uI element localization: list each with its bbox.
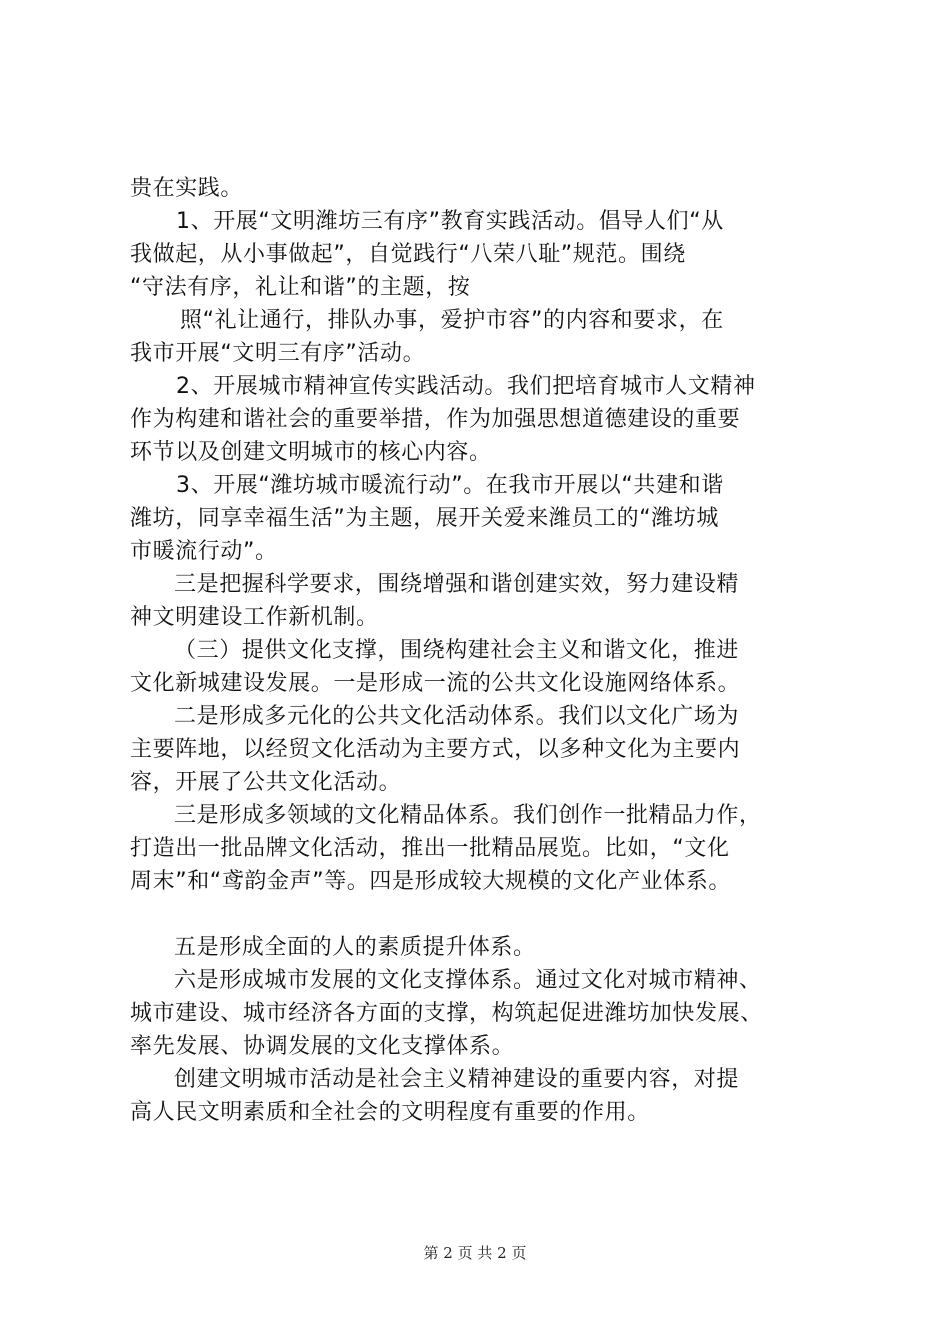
text-line: 二是形成多元化的公共文化活动体系。我们以文化广场为 bbox=[174, 704, 740, 729]
text-line: 高人民文明素质和全社会的文明程度有重要的作用。 bbox=[130, 1100, 650, 1125]
text-line: 市暖流行动”。 bbox=[130, 539, 278, 564]
text-line: 六是形成城市发展的文化支撑体系。通过文化对城市精神、 bbox=[174, 968, 762, 993]
text-line: 周末”和“鸢韵金声”等。四是形成较大规模的文化产业体系。 bbox=[130, 869, 731, 894]
text-line: 作为构建和谐社会的重要举措，作为加强思想道德建设的重要 bbox=[130, 407, 741, 432]
text-line: 三是形成多领域的文化精品体系。我们创作一批精品力作， bbox=[174, 803, 762, 828]
text-line: 1、开展“文明潍坊三有序”教育实践活动。倡导人们“从 bbox=[176, 209, 724, 234]
text-line: 容，开展了公共文化活动。 bbox=[130, 770, 402, 795]
text-line: （三）提供文化支撑，围绕构建社会主义和谐文化，推进 bbox=[174, 638, 740, 663]
text-line: 创建文明城市活动是社会主义精神建设的重要内容，对提 bbox=[174, 1067, 740, 1092]
text-line: 五是形成全面的人的素质提升体系。 bbox=[174, 935, 536, 960]
text-line: 打造出一批品牌文化活动，推出一批精品展览。比如，“文化 bbox=[130, 836, 730, 861]
document-body bbox=[130, 172, 850, 1129]
text-line: 率先发展、协调发展的文化支撑体系。 bbox=[130, 1034, 515, 1059]
text-line: 文化新城建设发展。一是形成一流的公共文化设施网络体系。 bbox=[130, 671, 741, 696]
text-line: 三是把握科学要求，围绕增强和谐创建实效，努力建设精 bbox=[174, 572, 740, 597]
text-line: 我市开展“文明三有序”活动。 bbox=[130, 341, 426, 366]
text-line: 环节以及创建文明城市的核心内容。 bbox=[130, 440, 492, 465]
blank-line bbox=[130, 898, 850, 931]
text-line: 潍坊，同享幸福生活”为主题，展开关爱来潍员工的“潍坊城 bbox=[130, 506, 719, 531]
page-footer: 第 2 页 共 2 页 bbox=[423, 1244, 527, 1262]
text-line: 贵在实践。 bbox=[130, 176, 244, 201]
text-line: 照“礼让通行，排队办事，爱护市容”的内容和要求，在 bbox=[180, 308, 724, 333]
text-line: 神文明建设工作新机制。 bbox=[130, 605, 379, 630]
text-line: “守法有序，礼让和谐”的主题，按 bbox=[130, 275, 471, 300]
text-line: 3、开展“潍坊城市暖流行动”。在我市开展以“共建和谐 bbox=[176, 473, 724, 498]
text-line: 主要阵地，以经贸文化活动为主要方式，以多种文化为主要内 bbox=[130, 737, 741, 762]
text-line: 我做起，从小事做起”，自觉践行“八荣八耻”规范。围绕 bbox=[130, 242, 686, 267]
text-line: 城市建设、城市经济各方面的支撑，构筑起促进潍坊加快发展、 bbox=[130, 1001, 763, 1026]
text-line: 2、开展城市精神宣传实践活动。我们把培育城市人文精神 bbox=[176, 374, 756, 399]
